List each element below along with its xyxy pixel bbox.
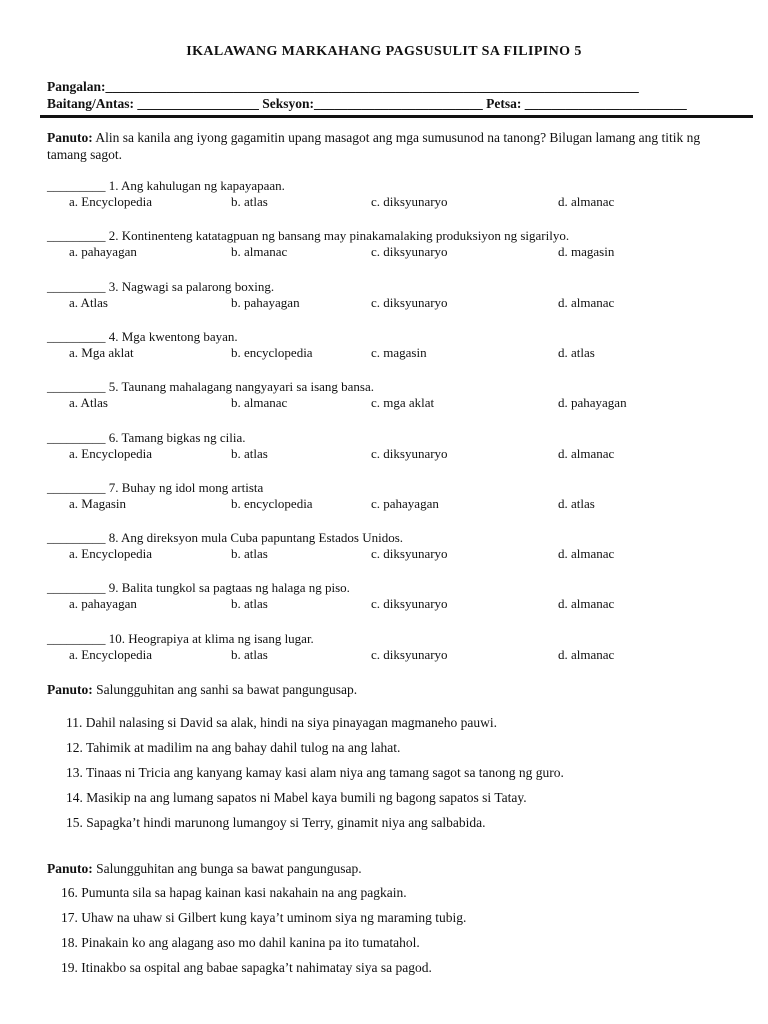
choice-a[interactable]: a. Mga aklat xyxy=(69,344,134,360)
cause-sentence: 15. Sapagka’t hindi marunong lumangoy si Terry, ginamit niya ang salbabida. xyxy=(66,815,486,830)
choice-c[interactable]: c. diksyunaryo xyxy=(371,194,448,209)
effect-sentence: 19. Itinakbo sa ospital ang babae sapagka’t nahimatay siya sa pagod. xyxy=(61,960,432,975)
question-line xyxy=(47,329,747,345)
grade-blank: __________________ xyxy=(137,96,259,111)
choice-row xyxy=(47,596,747,612)
section-blank: _________________________ xyxy=(314,96,483,111)
question-item xyxy=(47,279,747,311)
answer-blank[interactable]: _________ xyxy=(47,580,106,596)
question-line xyxy=(47,580,747,596)
choice-row xyxy=(47,244,747,260)
section-label: Seksyon: xyxy=(262,96,315,111)
choice-row xyxy=(47,194,747,210)
question-text: 3. Nagwagi sa palarong boxing. xyxy=(105,278,275,294)
question-text: 7. Buhay ng idol mong artista xyxy=(105,479,264,495)
choice-row xyxy=(47,395,747,411)
choice-c[interactable]: c. diksyunaryo xyxy=(371,546,448,562)
choice-b[interactable]: b. atlas xyxy=(231,194,268,209)
choice-c[interactable]: c. diksyunaryo xyxy=(371,646,448,662)
question-text: 5. Taunang mahalagang nangyayari sa isang bansa. xyxy=(105,379,375,395)
choice-b[interactable]: b. pahayagan xyxy=(231,294,300,310)
question-line xyxy=(47,178,747,194)
answer-blank[interactable]: _________ xyxy=(47,178,106,193)
question-text: 10. Heograpiya at klima ng isang lugar. xyxy=(105,630,314,646)
choice-c[interactable]: c. diksyunaryo xyxy=(371,294,448,310)
part2-instruction xyxy=(47,681,727,698)
part3-instruction-label: Panuto: xyxy=(47,861,93,876)
choice-d[interactable]: d. almanac xyxy=(558,194,615,209)
choice-b[interactable]: b. almanac xyxy=(231,395,288,411)
choice-c[interactable]: c. diksyunaryo xyxy=(371,244,448,260)
answer-blank[interactable]: _________ xyxy=(47,429,106,445)
name-line xyxy=(47,79,639,95)
choice-a[interactable]: a. Atlas xyxy=(69,395,108,411)
question-item xyxy=(47,631,747,663)
choice-d[interactable]: d. almanac xyxy=(558,646,615,662)
choice-c[interactable]: c. magasin xyxy=(371,344,427,360)
choice-d[interactable]: d. atlas xyxy=(558,495,595,511)
choice-a[interactable]: a. Atlas xyxy=(69,294,108,310)
part2-instruction-label: Panuto: xyxy=(47,682,93,697)
choice-c[interactable]: c. diksyunaryo xyxy=(371,596,448,612)
question-text: 2. Kontinenteng katatagpuan ng bansang may pinakamalaking produksiyon ng sigarilyo. xyxy=(105,228,570,244)
question-text: 8. Ang direksyon mula Cuba papuntang Estados Unidos. xyxy=(105,530,404,546)
choice-row xyxy=(47,647,747,663)
question-item xyxy=(47,228,747,260)
grade-section-date-line xyxy=(47,96,687,112)
effect-sentence: 17. Uhaw na uhaw si Gilbert kung kaya’t uminom siya ng maraming tubig. xyxy=(61,910,467,925)
choice-c[interactable]: c. pahayagan xyxy=(371,495,439,511)
choice-b[interactable]: b. encyclopedia xyxy=(231,495,313,511)
question-line xyxy=(47,228,747,244)
date-blank: ________________________ xyxy=(524,96,687,111)
choice-c[interactable]: c. diksyunaryo xyxy=(371,445,448,461)
choice-d[interactable]: d. magasin xyxy=(558,244,615,260)
question-item xyxy=(47,329,747,361)
choice-row xyxy=(47,446,747,462)
cause-sentence: 11. Dahil nalasing si David sa alak, hindi na siya pinayagan magmaneho pauwi. xyxy=(66,715,498,730)
part3-instruction-text: Salungguhitan ang bunga sa bawat pangungusap. xyxy=(92,861,362,876)
question-line xyxy=(47,530,747,546)
part3-instruction xyxy=(47,860,727,877)
choice-row xyxy=(47,546,747,562)
exam-title: IKALAWANG MARKAHANG PAGSUSULIT SA FILIPINO 5 xyxy=(186,44,582,59)
choice-d[interactable]: d. atlas xyxy=(558,344,595,360)
answer-blank[interactable]: _________ xyxy=(47,278,106,294)
choice-a[interactable]: a. pahayagan xyxy=(69,596,137,612)
effect-sentence: 16. Pumunta sila sa hapag kainan kasi nakahain na ang pagkain. xyxy=(61,885,407,900)
choice-d[interactable]: d. almanac xyxy=(558,294,615,310)
answer-blank[interactable]: _________ xyxy=(47,328,106,344)
choice-a[interactable]: a. Magasin xyxy=(69,495,127,511)
part1-instruction-label: Panuto: xyxy=(47,130,93,145)
question-text: 4. Mga kwentong bayan. xyxy=(105,328,238,344)
choice-c[interactable]: c. mga aklat xyxy=(371,395,435,411)
answer-blank[interactable]: _________ xyxy=(47,228,106,244)
answer-blank[interactable]: _________ xyxy=(47,530,106,546)
choice-b[interactable]: b. almanac xyxy=(231,244,288,260)
question-item xyxy=(47,178,747,210)
choice-d[interactable]: d. almanac xyxy=(558,445,615,461)
cause-sentence: 13. Tinaas ni Tricia ang kanyang kamay kasi alam niya ang tamang sagot sa tanong ng guro. xyxy=(66,765,564,780)
part1-instruction-text: Alin sa kanila ang iyong gagamitin upang masagot ang mga sumusunod na tanong? Bilugan lamang ang titik ng tamang sagot. xyxy=(47,130,701,162)
question-item xyxy=(47,480,747,512)
question-line xyxy=(47,279,747,295)
part2-instruction-text: Salungguhitan ang sanhi sa bawat pangungusap. xyxy=(92,682,358,697)
answer-blank[interactable]: _________ xyxy=(47,630,106,646)
question-text: 6. Tamang bigkas ng cilia. xyxy=(105,429,246,445)
choice-b[interactable]: b. encyclopedia xyxy=(231,344,313,360)
header-divider xyxy=(40,115,753,118)
question-text: 1. Ang kahulugan ng kapayapaan. xyxy=(105,178,285,193)
part1-instruction xyxy=(47,129,727,163)
choice-row xyxy=(47,496,747,512)
choice-b[interactable]: b. atlas xyxy=(231,646,268,662)
choice-b[interactable]: b. atlas xyxy=(231,596,268,612)
effect-sentence: 18. Pinakain ko ang alagang aso mo dahil kanina pa ito tumatahol. xyxy=(61,935,420,950)
choice-a[interactable]: a. Encyclopedia xyxy=(69,546,153,562)
answer-blank[interactable]: _________ xyxy=(47,379,106,395)
question-line xyxy=(47,430,747,446)
choice-a[interactable]: a. Encyclopedia xyxy=(69,646,153,662)
choice-a[interactable]: a. pahayagan xyxy=(69,244,137,260)
date-label: Petsa: xyxy=(486,96,522,111)
name-blank: _______________________________________________________________________________ xyxy=(105,79,639,94)
choice-a[interactable]: a. Encyclopedia xyxy=(69,445,153,461)
choice-d[interactable]: d. almanac xyxy=(558,546,615,562)
choice-d[interactable]: d. pahayagan xyxy=(558,395,627,411)
question-line xyxy=(47,480,747,496)
name-label: Pangalan: xyxy=(47,79,106,94)
choice-b[interactable]: b. atlas xyxy=(231,546,268,562)
grade-label: Baitang/Antas: xyxy=(47,96,135,111)
question-line xyxy=(47,631,747,647)
question-text: 9. Balita tungkol sa pagtaas ng halaga ng piso. xyxy=(105,580,350,596)
choice-a[interactable]: a. Encyclopedia xyxy=(69,194,153,209)
question-line xyxy=(47,379,747,395)
question-item xyxy=(47,430,747,462)
question-item xyxy=(47,379,747,411)
choice-row xyxy=(47,295,747,311)
answer-blank[interactable]: _________ xyxy=(47,479,106,495)
question-item xyxy=(47,580,747,612)
choice-b[interactable]: b. atlas xyxy=(231,445,268,461)
cause-sentence: 14. Masikip na ang lumang sapatos ni Mabel kaya bumili ng bagong sapatos si Tatay. xyxy=(66,790,527,805)
cause-sentence: 12. Tahimik at madilim na ang bahay dahil tulog na ang lahat. xyxy=(66,740,401,755)
choice-row xyxy=(47,345,747,361)
choice-d[interactable]: d. almanac xyxy=(558,596,615,612)
question-item xyxy=(47,530,747,562)
